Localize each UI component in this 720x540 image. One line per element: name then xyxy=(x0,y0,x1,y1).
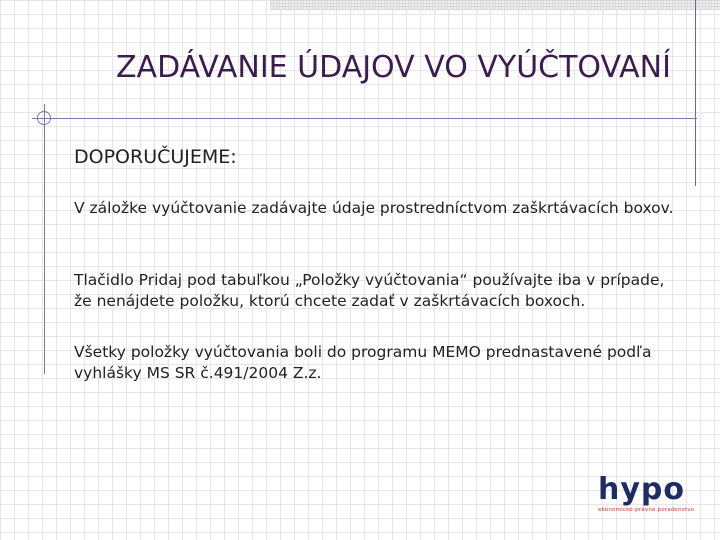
right-vertical-rule xyxy=(695,0,696,186)
slide-title: ZADÁVANIE ÚDAJOV VO VYÚČTOVANÍ xyxy=(116,50,671,85)
left-vertical-rule xyxy=(44,104,45,374)
top-pattern-band xyxy=(270,0,720,10)
recommendation-heading: DOPORUČUJEME: xyxy=(74,146,237,168)
paragraph-add-button-usage: Tlačidlo Pridaj pod tabuľkou „Položky vyúčtovania“ používajte iba v prípade, že nenájdete položku, ktorú chcete zadať v zaškrtávacích boxoch. xyxy=(74,271,665,310)
paragraph-checkbox-usage: V záložke vyúčtovanie zadávajte údaje prostredníctvom zaškrtávacích boxov. xyxy=(74,199,674,217)
logo-tagline: ekonomicko-právne poradenstvo xyxy=(598,507,695,513)
crosshair-circle-icon xyxy=(37,111,51,125)
horizontal-rule xyxy=(32,118,697,119)
logo-word: hypo xyxy=(598,472,685,507)
hypo-logo xyxy=(598,472,698,513)
paragraph-preset-items: Všetky položky vyúčtovania boli do programu MEMO prednastavené podľa vyhlášky MS SR č.491/2004 Z.z. xyxy=(74,343,652,382)
